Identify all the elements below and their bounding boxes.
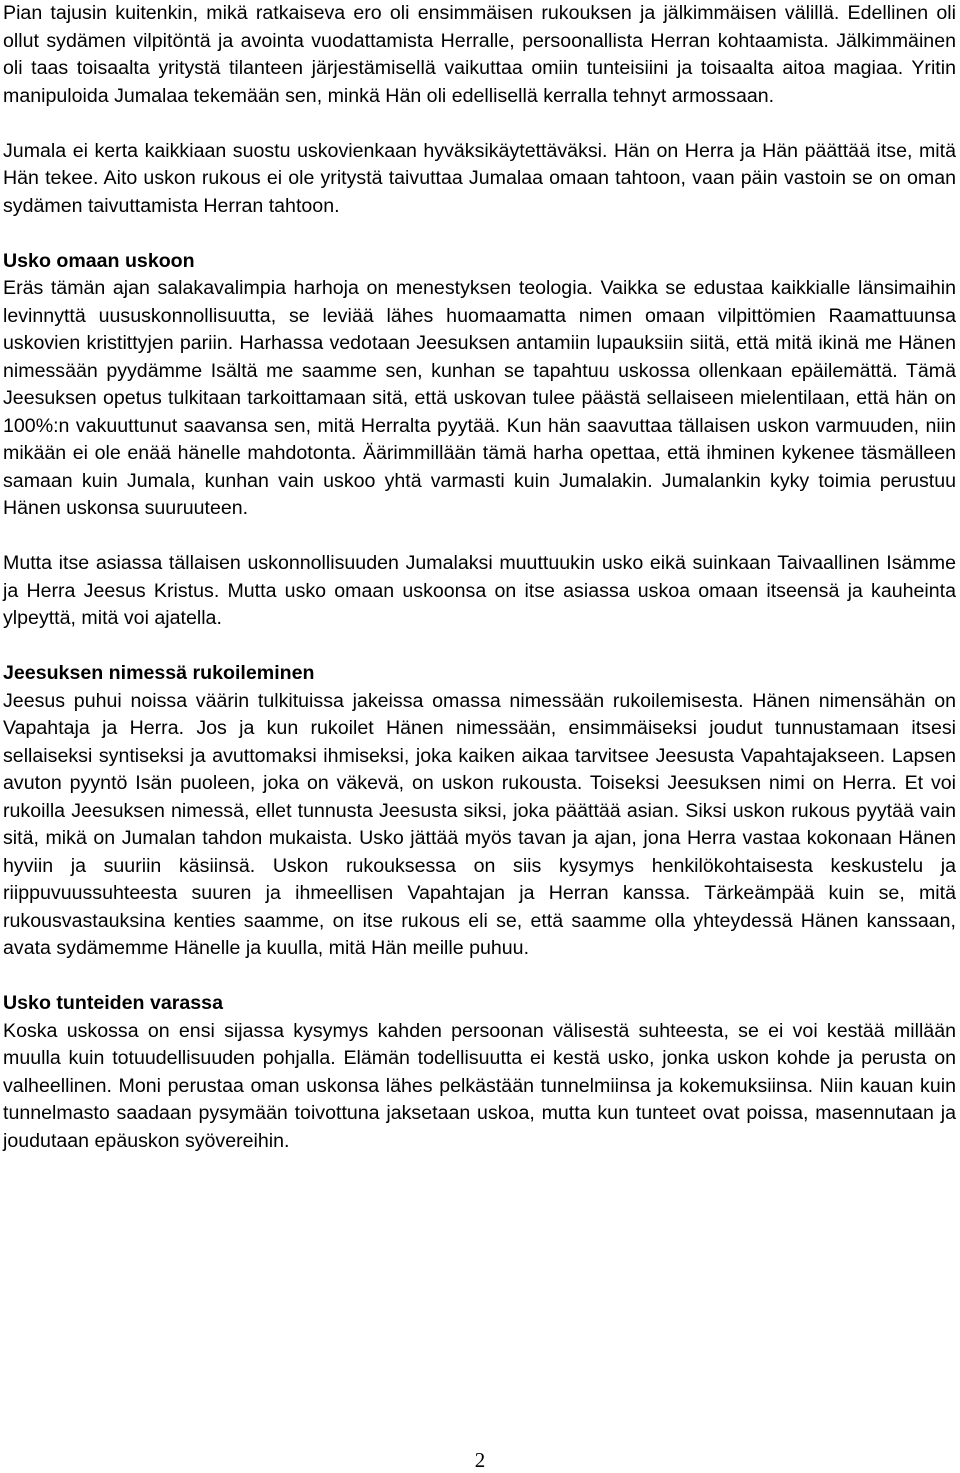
paragraph-god-not-manipulated: Jumala ei kerta kaikkiaan suostu uskovienkaan hyväksikäytettäväksi. Hän on Herra ja Hän päättää itse, mitä Hän tekee. Aito uskon rukous ei ole yritystä taivuttaa Jumalaa omaan tahtoon, vaan päin vastoin se on oman sydämen taivuttamista Herran tahtoon.	[3, 139, 956, 217]
section-heading-faith-on-feelings: Usko tunteiden varassa	[3, 992, 223, 1014]
page-number: 2	[474, 1448, 486, 1472]
section-heading-praying-in-jesus-name: Jeesuksen nimessä rukoileminen	[3, 662, 315, 684]
section-heading-faith-in-faith: Usko omaan uskoon	[3, 249, 195, 272]
paragraph-faith-as-idol: Mutta itse asiassa tällaisen uskonnollisuuden Jumalaksi muuttuukin usko eikä suinkaan Taivaallinen Isämme ja Herra Jeesus Kristus. Mutta usko omaan uskoonsa on itse asiassa uskoa omaan itseensä ja kauheinta ylpeyttä, mitä voi ajatella.	[3, 552, 956, 629]
document-page	[3, 0, 956, 1155]
paragraph-faith-on-feelings: Koska uskossa on ensi sijassa kysymys kahden persoonan välisestä suhteesta, se ei voi kestää millään muulla kuin totuudellisuuden pohjalla. Elämän todellisuutta ei kestä usko, jonka uskon kohde ja perusta on valheellinen. Moni perustaa oman uskonsa lähes pelkästään tunnelmiinsa ja kokemuksiinsa. Niin kauan kuin tunnelmasto saadaan pysymään toivottuna jaksetaan uskoa, mutta kun tunteet ovat poissa, masennutaan ja joudutaan epäuskon syövereihin.	[3, 1019, 956, 1152]
paragraph-prayer-difference: Pian tajusin kuitenkin, mikä ratkaiseva ero oli ensimmäisen rukouksen ja jälkimmäisen välillä. Edellinen oli ollut sydämen vilpitöntä ja avointa vuodattamista Herralle, persoonallista Herran kohtaamista. Jälkimmäinen oli taas toisaalta yritystä tilanteen järjestämisellä vaikuttaa omiin tunteisiini ja toisaalta aitoa magiaa. Yritin manipuloida Jumalaa tekemään sen, minkä Hän oli edellisellä kerralla tehnyt armossaan.	[3, 2, 956, 107]
paragraph-praying-in-jesus-name: Jeesus puhui noissa väärin tulkituissa jakeissa omassa nimessään rukoilemisesta. Hänen nimensähän on Vapahtaja ja Herra. Jos ja kun rukoilet Hänen nimessään, ensimmäiseksi joudut tunnustamaan itsesi sellaiseksi syntiseksi ja avuttomaksi ihmiseksi, joka kaiken aikaa tarvitsee Jeesusta Vapahtajakseen. Lapsen avuton pyyntö Isän puoleen, joka on väkevä, on uskon rukousta. Toiseksi Jeesuksen nimi on Herra. Et voi rukoilla Jeesuksen nimessä, ellet tunnusta Jeesusta siksi, joka päättää asian. Siksi uskon rukous pyytää vain sitä, mikä on Jumalan tahdon mukaista. Usko jättää myös tavan ja ajan, jona Herra vastaa kokonaan Hänen hyviin ja suuriin käsiinsä. Uskon rukouksessa on siis kysymys henkilökohtaisesta keskustelu ja riippuvuussuhteesta suuren ja ihmeellisen Vapahtajan ja Herran kanssa. Tärkeämpää kuin se, mitä rukousvastauksina kenties saamme, on itse rukous eli se, että saamme olla yhteydessä Hänen kanssaan, avata sydämemme Hänelle ja kuulla, mitä Hän meille puhuu.	[3, 689, 956, 959]
paragraph-prosperity-theology: Eräs tämän ajan salakavalimpia harhoja on menestyksen teologia. Vaikka se edustaa kaikkialle länsimaihin levinnyttä uususkonnollisuutta, se leviää lähes huomaamatta nimen omaan vilpittömien Raamattuunsa uskovien kristittyjen pariin. Harhassa vedotaan Jeesuksen antamiin lupauksiin siitä, että mitä ikinä me Hänen nimessään pyydämme Isältä me saamme sen, kunhan se tapahtuu uskossa ollenkaan epäilemättä. Tämä Jeesuksen opetus tulkitaan tarkoittamaan sitä, että uskovan tulee päästä sellaiseen mielentilaan, että hän on 100%:n vakuuttunut saavansa sen, mitä Herralta pyytää. Kun hän saavuttaa tällaisen uskon varmuuden, niin mikään ei ole enää hänelle mahdotonta. Äärimmillään tämä harha opettaa, että ihminen kykenee täsmälleen samaan kuin Jumala, kunhan vain uskoo yhtä varmasti kuin Jumalakin. Jumalankin kyky toimia perustuu Hänen uskonsa suuruuteen.	[3, 277, 956, 519]
